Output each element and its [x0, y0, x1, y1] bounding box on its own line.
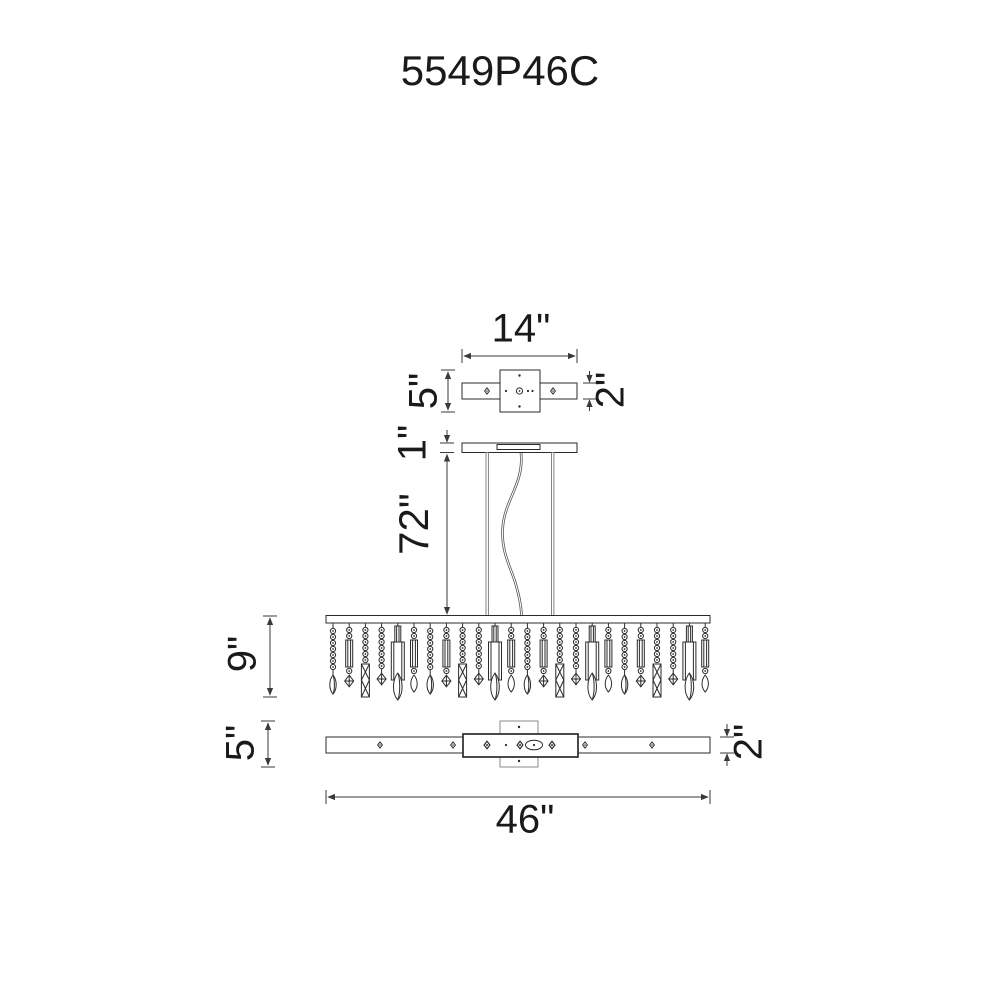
- crystal-strands: [330, 623, 709, 700]
- suspension-rod-left: [486, 453, 488, 616]
- dim-canopy-plate-label: 5": [401, 372, 446, 410]
- canopy-notch: [497, 445, 540, 450]
- dim-canopy-height-line: [440, 430, 454, 453]
- top-view-canopy: [441, 349, 596, 412]
- dim-canopy-height-label: 1": [390, 424, 435, 462]
- dim-body-plate-label: 5": [218, 724, 263, 762]
- power-cord: [502, 453, 521, 615]
- dim-crystal-height-label: 9": [220, 635, 265, 673]
- dim-suspension-line: [440, 455, 454, 617]
- dim-body-width-label: 46": [495, 797, 555, 842]
- fixture-frame-bar: [326, 616, 710, 624]
- dim-suspension-label: 72": [390, 493, 437, 555]
- dim-canopy-width-label: 14": [491, 306, 551, 351]
- bottom-view-bar: [261, 721, 734, 804]
- side-view-suspension: [440, 430, 577, 616]
- suspension-rod-right: [552, 453, 554, 616]
- dim-canopy-bar-label: 2": [588, 371, 633, 409]
- dim-body-bar-label: 2": [726, 723, 771, 761]
- crystal-band: [263, 616, 710, 701]
- model-number: 5549P46C: [400, 47, 600, 94]
